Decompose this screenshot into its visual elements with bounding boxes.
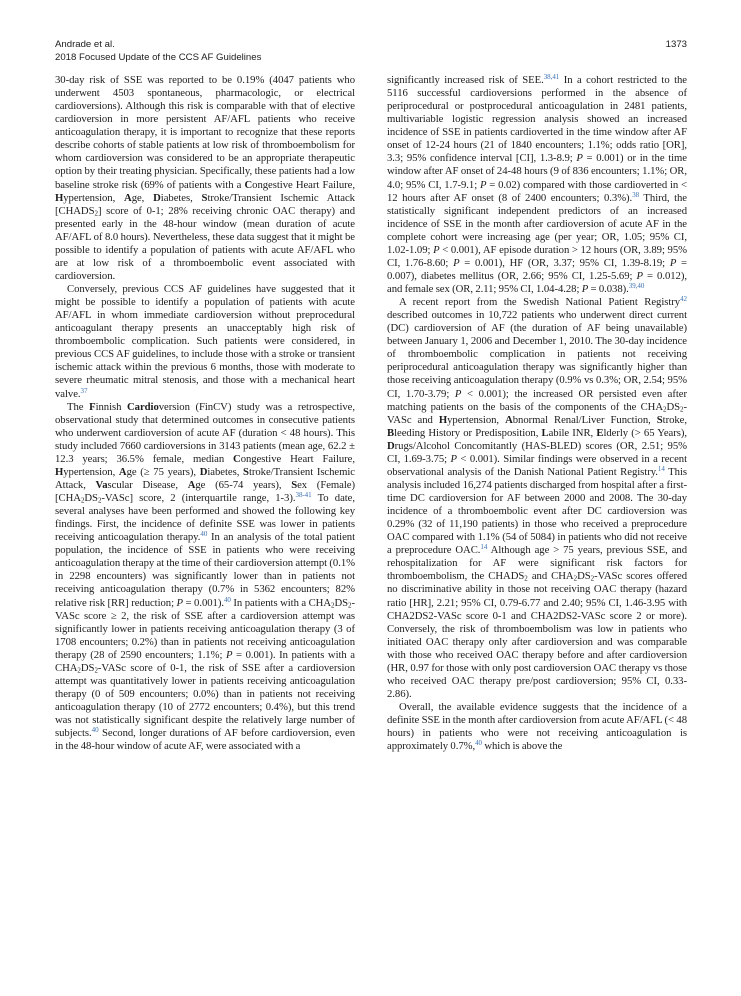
citation-link[interactable]: 14 <box>657 464 665 473</box>
citation-link[interactable]: 14 <box>480 543 488 552</box>
citation-link[interactable]: 39,40 <box>628 282 645 290</box>
citation-link[interactable]: 40 <box>475 739 482 748</box>
right-column <box>387 74 687 753</box>
paragraph-1: 30-day risk of SSE was reported to be 0.19% (4047 patients who underwent 4503 spontaneous, pharmacologic, or electrical cardioversions). Although this risk is comparable with that of elective cardioversion in more persistent AF/AFL patients who receive anticoagulation therapy, it is important to recognize that these reports describe cohorts of stable patients at low risk of thromboembolism for whom cardioversion was considered to be an appropriate therapeutic option by their treating physician. Specifically, these patients had a low baseline stroke risk (69% of patients with a Congestive Heart Failure, Hypertension, Age, Diabetes, Stroke/Transient Ischemic Attack $[CHADS_2]$ score of 0-1; 28% receiving chronic OAC therapy) and presented early in the 48-hour window (mean duration of acute AF/AFL of 8.0 hours). Nevertheless, these data suggest that it might be possible to identify a population of patients with acute AF/AFL who are at low risk of a thromboembolic event associated with cardioversion. <box>55 74 355 282</box>
left-column <box>55 74 355 753</box>
paragraph-3: The Finnish Cardioversion (FinCV) study was a retrospective, observational study that determined outcomes in consecutive patients who underwent cardioversion of acute AF (duration < 48 hours). This study included 7660 cardioversions in 3143 patients (mean age, 62.2 ± 12.3 years; 36.5% female, median Congestive Heart Failure, Hypertension, Age (≥ 75 years), Diabetes, Stroke/Transient Ischemic Attack, Vascular Disease, Age (65-74 years), Sex (Female) $[CHA_2DS_2-VASc]$ score, 2 (interquartile range, 1-3).$^{38-41}$ To date, several analyses have been performed and showed the following key findings. First, the incidence of definite SSE was lower in patients receiving anticoagulation therapy.$^{40}$ In an analysis of the total patient population, the incidence of SSE in patients who were receiving anticoagulation therapy at the time of their cardioversion attempt (0.1% in 2298 encounters) was significantly lower than in patients not receiving anticoagulation therapy (0.7% in 5362 encounters; 82% relative risk [RR] reduction; P = 0.001).$^{40}$ In patients with a $CHA_2DS_2$-VASc score ≥ 2, the risk of SSE after a cardioversion attempt was significantly lower in patients receiving anticoagulation therapy (3 of 1708 encounters; 0.2%) than in patients not receiving anticoagulation therapy (28 of 2590 encounters; 1.1%; P = 0.001). In patients with a $CHA_2DS_2$-VASc score of 0-1, the risk of SSE after a cardioversion attempt was quantitatively lower in patients receiving anticoagulation therapy (0 of 509 encounters; 0.0%) than in patients not receiving anticoagulation therapy (10 of 2772 encounters; 0.4%), but this trend was not statistically significant despite the relatively large number of subjects.$^{40}$ Second, longer durations of AF before cardioversion, even in the 48-hour window of acute AF, were associated with a <box>55 400 356 753</box>
citation-link[interactable]: 40 <box>223 595 231 604</box>
paragraph-2: Conversely, previous CCS AF guidelines have suggested that it might be possible to identify a population of patients with acute AF/AFL in whom immediate cardioversion without preprocedural anticoagulant therapy presents an unacceptably high risk of thromboembolic complication. Such patients were considered, in previous CCS AF guidelines, to include those with a stroke or transient ischemic attack within the previous 6 months, those with moderate to severe rheumatic mitral stenosis, and those with a mechanical heart valve.$^{37}$ <box>55 283 355 400</box>
paragraph-5: A recent report from the Swedish National Patient Registry$^{42}$ described outcomes in 10,722 patients who underwent direct current (DC) cardioversion of AF (the duration of AF being unavailable) between January 1, 2006 and December 1, 2010. The 30-day incidence of thromboembolic complication in patients not receiving periprocedural anticoagulation therapy was significantly higher than those receiving anticoagulation therapy (0.9% vs 0.3%; OR, 2.54; 95% CI, 1.70-3.79; P < 0.001); the increased OR persisted even after matching patients on the basis of the components of the $CHA_2DS_2$-VASc and Hypertension, Abnormal Renal/Liver Function, Stroke, Bleeding History or Predisposition, Labile INR, Elderly (> 65 Years), Drugs/Alcohol Concomitantly (HAS-BLED) scores (OR, 2.51; 95% CI, 1.69-3.75; P < 0.001). Similar findings were observed in a recent observational analysis of the Danish National Patient Registry.$^{14}$ This analysis included 16,274 patients discharged from hospital after a first-time DC cardioversion for AF between 2000 and 2008. The 30-day incidence of a thromboembolic event after DC cardioversion was 0.29% (32 of 11,190 patients) in those who received a preprocedure OAC compared with 1.1% (54 of 5084) in patients who did not receive a preprocedure OAC.$^{14}$ Although age > 75 years, previous SSE, and rehospitalization for AF were significant risk factors for thromboembolism, the $CHADS_2$ and $CHA_2DS_2$-VASc scores offered no discriminative ability in those not receiving OAC therapy (hazard ratio [HR], 2.21; 95% CI, 0.79-6.77 and 2.40; 95% CI, 1.46-3.95 with CHA2DS2-VASc score 0-1 and CHA2DS2-VASc score 2 or more). Conversely, the risk of thromboembolism was low in patients who initiated OAC therapy only after cardioversion and was comparable with those who received OAC therapy before and after cardioversion (HR, 0.97 for those with only post cardioversion OAC therapy vs those who received OAC therapy pre/post cardioversion; 95% CI, 0.33-2.86). <box>387 295 688 700</box>
citation-link[interactable]: 38-41 <box>295 491 312 499</box>
paragraph-4: significantly increased risk of SEE.$^{38,41}$ In a cohort restricted to the 5116 successful cardioversions performed in the absence of periprocedural or postprocedural anticoagulation in 2481 patients, multivariable logistic regression analysis showed an increased incidence of SSE in patients cardioverted in the time window after AF onset of 12-24 hours (21 of 1840 encounters; 1.1%; odds ratio [OR], 3.3; 95% confidence interval [CI], 1.3-8.9; P = 0.001) or in the time window after AF onset of 24-48 hours (9 of 836 encounters; 1.1%; OR, 4.0; 95% CI, 1.7-9.1; P = 0.02) compared with those cardioverted in < 12 hours after AF onset (8 of 2400 encounters; 0.3%).$^{38}$ Third, the statistically significant independent predictors of an increased incidence of SSE in the month after cardioversion of acute AF in the complete cohort were increasing age (per year; OR, 1.05; 95% CI, 1.02-1.09; P < 0.001), AF episode duration > 12 hours (OR, 3.89; 95% CI, 1.76-8.60; P = 0.001), HF (OR, 3.37; 95% CI, 1.39-8.19; P = 0.007), diabetes mellitus (OR, 2.66; 95% CI, 1.25-5.69; P = 0.012), and female sex (OR, 2.11; 95% CI, 1.04-4.28; P = 0.038).$^{39,40}$ <box>387 73 688 295</box>
page-number: 1373 <box>665 39 687 50</box>
citation-link[interactable]: 42 <box>680 295 687 304</box>
author-line: Andrade et al. <box>55 39 115 50</box>
citation-link[interactable]: 38,41 <box>543 73 560 81</box>
running-header <box>55 39 261 64</box>
citation-link[interactable]: 40 <box>200 530 208 539</box>
paragraph-6: Overall, the available evidence suggests that the incidence of a definite SSE in the month after cardioversion from acute AF/AFL (< 48 hours) in patients who were not receiving anticoagulation is approximately 0.7%,$^{40}$ which is above the <box>387 701 687 753</box>
journal-title-line: 2018 Focused Update of the CCS AF Guidelines <box>55 51 262 63</box>
citation-link[interactable]: 38 <box>632 190 640 199</box>
citation-link[interactable]: 40 <box>91 726 99 735</box>
citation-link[interactable]: 37 <box>80 386 88 395</box>
